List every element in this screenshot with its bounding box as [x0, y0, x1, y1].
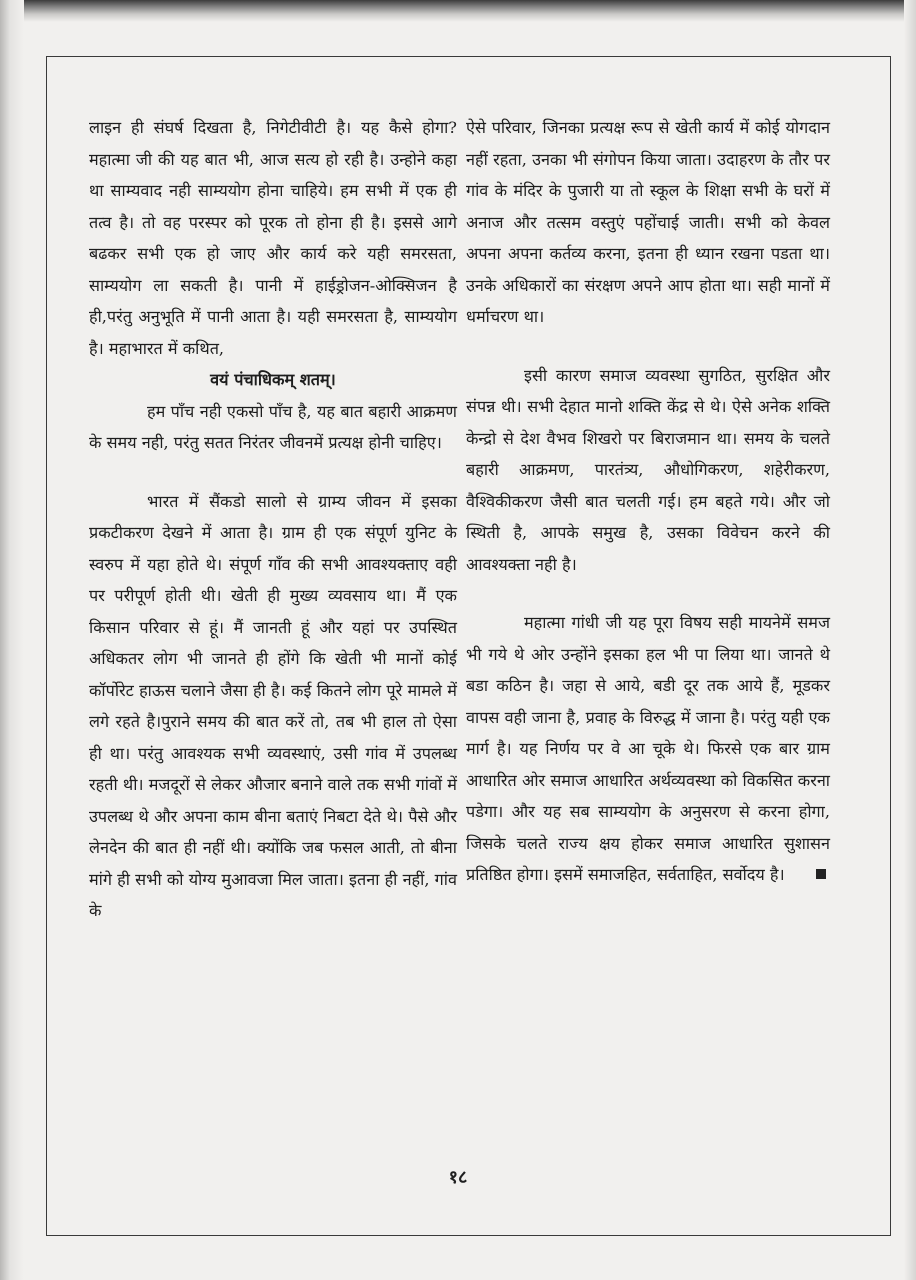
- right-column: [466, 112, 830, 891]
- left-column: [89, 112, 457, 927]
- right-paragraph-3-wrapper: [466, 607, 830, 891]
- scan-right-edge: [904, 0, 916, 1280]
- page-number: १८: [448, 1167, 468, 1188]
- right-paragraph-1: ऐसे परिवार, जिनका प्रत्यक्ष रूप से खेती कार्य में कोई योगदान नहीं रहता, उनका भी संगोपन किया जाता। उदाहरण के तौर पर गांव के मंदिर के पुजारी या तो स्कूल के शिक्षा सभी के घरों में अनाज और तत्सम वस्तुएं पहोंचाई जाती। सभी को केवल अपना अपना कर्तव्य करना, इतना ही ध्यान रखना पडता था। उनके अधिकारों का संरक्षण अपने आप होता था। सही मानों में धर्माचरण था।: [466, 118, 830, 326]
- left-paragraph-3: भारत में सैंकडो सालो से ग्राम्य जीवन में इसका प्रकटीकरण देखने में आता है। ग्राम ही एक संपूर्ण युनिट के स्वरुप में यहा होते थे। संपूर्ण गाँव की सभी आवश्यक्ताए वही पर परीपूर्ण होती थी। खेती ही मुख्य व्यवसाय था। मैं एक किसान परिवार से हूं। मैं जानती हूं और यहां पर उपस्थित अधिकतर लोग भी जानते ही होंगे कि खेती भी मानों कोई कॉर्पोरेट हाऊस चलाने जैसा ही है। कई कितने लोग पूरे मामले में लगे रहते है।पुराने समय की बात करें तो, तब भी हाल तो ऐसा ही था। परंतु आवश्यक सभी व्यवस्थाएं, उसी गांव में उपलब्ध रहती थी। मजदूरों से लेकर औजार बनाने वाले तक सभी गांवों में उपलब्ध थे और अपना काम बीना बताएं निबटा देते थे। पैसे और लेनदेन की बात ही नहीं थी। क्योंकि जब फसल आती, तो बीना मांगे ही सभी को योग्य मुआवजा मिल जाता। इतना ही नहीं, गांव के: [89, 491, 457, 920]
- end-of-article-mark: [816, 869, 826, 879]
- scan-left-edge: [0, 0, 24, 1280]
- right-paragraph-2: इसी कारण समाज व्यवस्था सुगठित, सुरक्षित और संपन्न थी। सभी देहात मानो शक्ति केंद्र से थे। ऐसे अनेक शक्ति केन्द्रो से देश वैभव शिखरो पर बिराजमान था। समय के चलते बहारी आक्रमण, पारतंत्र्य, औधोगिकरण, शहेरीकरण, वैश्विकीकरण जैसी बात चलती गई। हम बहते गये। और जो स्थिती है, आपके समुख है, उसका विवेचन करने की आवश्यक्ता नही है।: [466, 365, 830, 574]
- left-paragraph-2: हम पाँच नही एकसो पाँच है, यह बात बहारी आक्रमण के समय नही, परंतु सतत निरंतर जीवनमें प्रत्यक्ष होनी चाहिए।: [89, 401, 457, 452]
- right-paragraph-3: महात्मा गांधी जी यह पूरा विषय सही मायनेमें समज भी गये थे ओर उन्होंने इसका हल भी पा लिया था। जानते थे बडा कठिन है। जहा से आये, बडी दूर तक आये हैं, मूडकर वापस वही जाना है, प्रवाह के विरुद्ध में जाना है। परंतु यही एक मार्ग है। यह निर्णय पर वे आ चूके थे। फिरसे एक बार ग्राम आधारित ओर समाज आधारित अर्थव्यवस्था को विकसित करना पडेगा। और यह सब साम्ययोग के अनुसरण से करना होगा, जिसके चलते राज्य क्षय होकर समाज आधारित सुशासन प्रतिष्ठित होगा। इसमें समाजहित, सर्वताहित, सर्वोदय है।: [466, 613, 830, 884]
- left-paragraph-1: लाइन ही संघर्ष दिखता है, निगेटीवीटी है। यह कैसे होगा? महात्मा जी की यह बात भी, आज सत्य हो रही है। उन्होने कहा था साम्यवाद नही साम्ययोग होना चाहिये। हम सभी में एक ही तत्व है। तो वह परस्पर को पूरक तो होना ही है। इससे आगे बढकर सभी एक हो जाए और कार्य करे यही समरसता, साम्ययोग ला सकती है। पानी में हाईड्रोजन-ओक्सिजन है ही,परंतु अनुभूति में पानी आता है। यही समरसता है, साम्ययोग है। महाभारत में कथित,: [89, 118, 457, 358]
- scan-top-shadow: [0, 0, 916, 22]
- sanskrit-quote: वयं पंचाधिकम् शतम्।: [210, 370, 336, 389]
